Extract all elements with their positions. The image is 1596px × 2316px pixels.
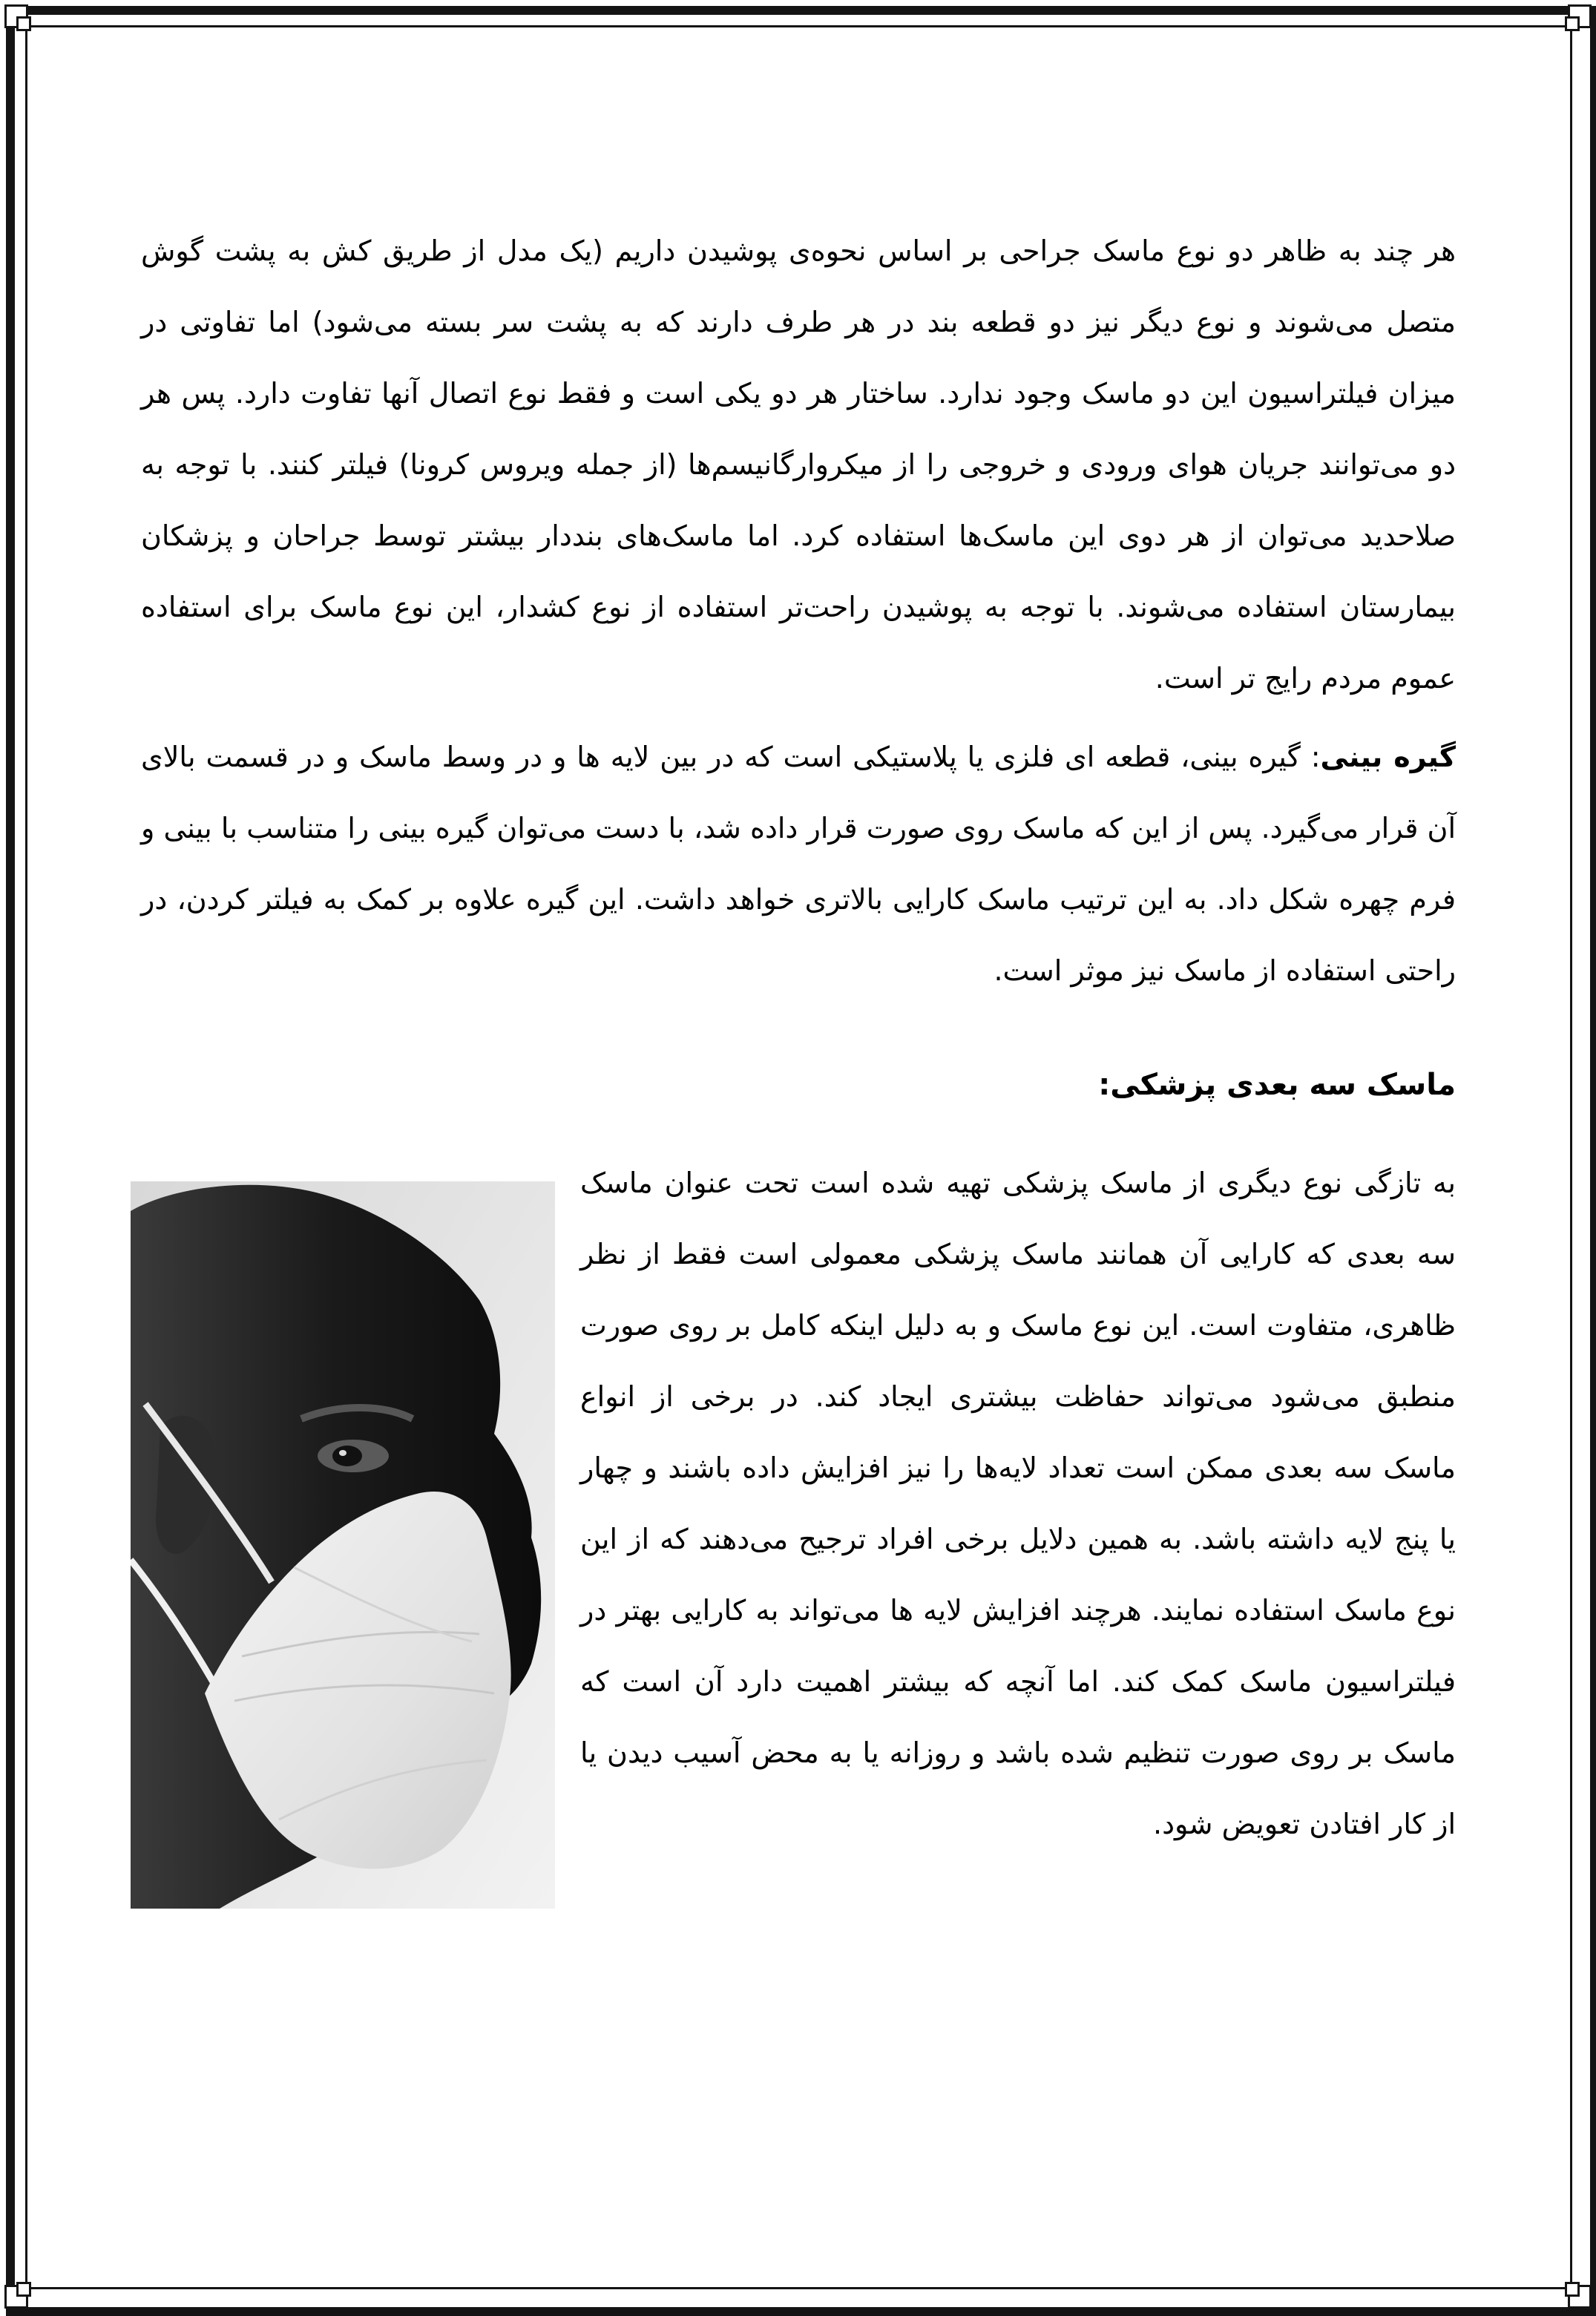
paragraph-3d-mask: به تازگی نوع دیگری از ماسک پزشکی تهیه شده است تحت عنوان ماسک سه بعدی که کارایی آن همانند ماسک پزشکی معمولی است فقط از نظر ظاهری، متفاوت است. این نوع ماسک و به دلیل اینکه کامل بر روی صورت منطبق می‌شود می‌تواند حفاظت بیشتری ایجاد کند. در برخی از انواع ماسک سه بعدی ممکن است تعداد لایه‌ها را نیز افزایش داده باشند و چهار یا پنج لایه داشته باشد. به همین دلایل برخی افراد ترجیح می‌دهند که از این نوع ماسک استفاده نمایند. هرچند افزایش لایه ها می‌تواند به کارایی بهتر در فیلتراسیون ماسک کمک کند. اما آنچه که بیشتر اهمیت دارد آن است که ماسک بر روی صورت تنظیم شده باشد و روزانه یا به محض آسیب دیدن یا از کار افتادن تعویض شود. [580,1167,1456,1840]
nose-clip-term: گیره بینی [1320,741,1456,773]
section-heading-3d-mask: ماسک سه بعدی پزشکی: [1098,1068,1456,1102]
nose-clip-description: : گیره بینی، قطعه ای فلزی یا پلاستیکی است که در بین لایه ها و در وسط ماسک و در قسمت بالای آن قرار می‌گیرد. پس از این که ماسک روی صورت قرار داده شد، با دست می‌توان گیره بینی را متناسب با بینی و فرم چهره شکل داد. به این ترتیب ماسک کارایی بالاتری خواهد داشت. این گیره علاوه بر کمک به فیلتر کردن، در راحتی استفاده از ماسک نیز موثر است. [141,741,1456,987]
border-corner-ornament [0,2279,34,2313]
paragraph-nose-clip [141,721,1456,1006]
border-corner-ornament [0,0,34,34]
border-corner-ornament [1562,0,1596,34]
mannequin-mask-photo [131,1181,555,1909]
paragraph-surgical-mask-types: هر چند به ظاهر دو نوع ماسک جراحی بر اساس نحوه‌ی پوشیدن داریم (یک مدل از طریق کش به پشت گوش متصل می‌شوند و نوع دیگر نیز دو قطعه بند در هر طرف دارند که به پشت سر بسته می‌شود) اما تفاوتی در میزان فیلتراسیون این دو ماسک وجود ندارد. ساختار هر دو یکی است و فقط نوع اتصال آنها تفاوت دارد. پس هر دو می‌توانند جریان هوای ورودی و خروجی را از میکروارگانیسم‌ها (از جمله ویروس کرونا) فیلتر کنند. با توجه به صلاحدید می‌توان از هر دوی این ماسک‌ها استفاده کرد. اما ماسک‌های بنددار بیشتر توسط جراحان و پزشکان بیمارستان استفاده می‌شوند. با توجه به پوشیدن راحت‌تر استفاده از نوع کشدار، این نوع ماسک برای استفاده عموم مردم رایج تر است. [141,234,1456,695]
border-corner-ornament [1562,2279,1596,2313]
